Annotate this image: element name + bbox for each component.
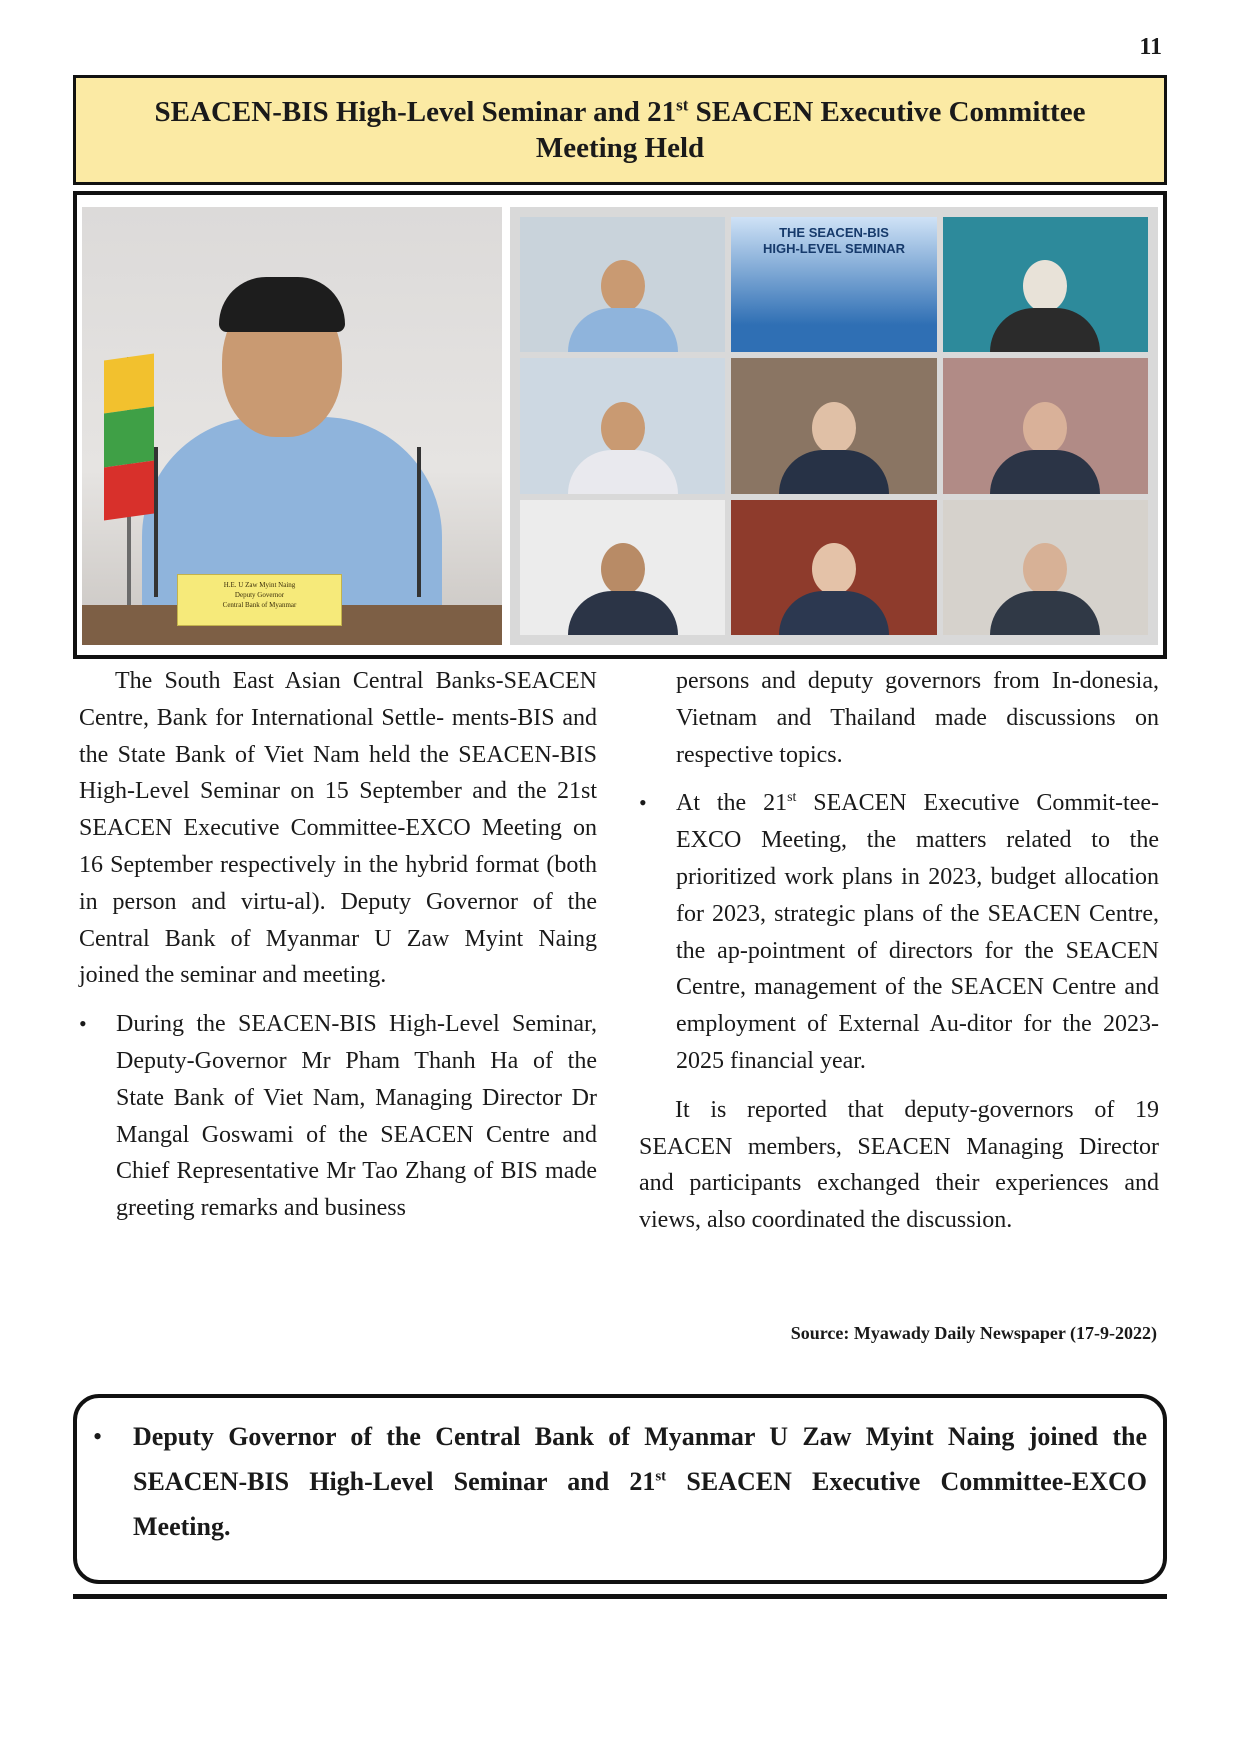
summary-superscript: st — [655, 1468, 667, 1485]
bullet-text: SEACEN Executive Commit-tee-EXCO Meeting, the matters related to the prioritized work plans in 2023, budget allocation for 2023, strategic plans of the SEACEN Centre, the ap-pointment of directors for the SEACEN Centre, management of the SEACEN Centre and employment of External Au-ditor for the 2023-2025 financial year. — [676, 790, 1159, 1074]
closing-paragraph: It is reported that deputy-governors of 19 SEACEN members, SEACEN Managing Director and participants exchanged their experiences and views, also coordinated the discussion. — [639, 1096, 1159, 1234]
bullet-item — [639, 785, 1159, 1079]
article-photo — [73, 191, 1167, 659]
bullet-item — [79, 1006, 597, 1227]
nameplate — [177, 574, 342, 626]
summary-text-part: Deputy Governor of the Central Bank of Myanmar U Zaw Myint Naing joined the SEACEN-BIS High-Level Seminar and 21 — [133, 1422, 1147, 1496]
video-conference-grid — [510, 207, 1158, 645]
video-tile — [520, 358, 725, 493]
microphone-icon — [154, 447, 158, 597]
banner-line-2: HIGH-LEVEL SEMINAR — [762, 241, 906, 256]
nameplate-name: H.E. U Zaw Myint Naing — [223, 581, 296, 589]
bullet-icon: • — [79, 1011, 87, 1037]
person-hair — [219, 277, 345, 332]
right-column — [639, 663, 1159, 1239]
bullet-icon: • — [639, 790, 647, 816]
summary-box — [73, 1394, 1167, 1584]
video-tile — [731, 500, 936, 635]
video-tile — [731, 358, 936, 493]
video-tile — [520, 500, 725, 635]
title-text: SEACEN-BIS High-Level Seminar and 21 — [154, 96, 677, 128]
title-line-2: Meeting Held — [535, 132, 705, 164]
bottom-divider — [73, 1594, 1167, 1599]
nameplate-position: Deputy Governor — [234, 591, 285, 599]
title-superscript: st — [676, 95, 689, 115]
intro-paragraph: The South East Asian Central Banks-SEACEN Centre, Bank for International Settle- ments-BIS and the State Bank of Viet Nam held the SEACEN-BIS High-Level Seminar on 15 September and the 21st SEACEN Executive Committee-EXCO Meeting on 16 September respectively in the hybrid format (both in person and virtu-al). Deputy Governor of the Central Bank of Myanmar U Zaw Myint Naing joined the seminar and meeting. — [79, 668, 597, 989]
left-column — [79, 663, 597, 1227]
title-line-1 — [155, 94, 1086, 130]
page-number: 11 — [1139, 34, 1162, 60]
nameplate-organization: Central Bank of Myanmar — [222, 601, 297, 609]
bullet-continuation: persons and deputy governors from In-donesia, Vietnam and Thailand made discussions on respective topics. — [676, 668, 1159, 768]
bullet-superscript: st — [787, 790, 797, 806]
video-tile — [520, 217, 725, 352]
myanmar-flag-icon — [104, 353, 154, 520]
article-title — [73, 75, 1167, 185]
video-tile — [943, 217, 1148, 352]
seminar-banner — [731, 217, 936, 352]
microphone-icon — [417, 447, 421, 597]
bullet-text: During the SEACEN-BIS High-Level Seminar, Deputy-Governor Mr Pham Thanh Ha of the State Bank of Viet Nam, Managing Director Dr Mangal Goswami of the SEACEN Centre and Chief Representative Mr Tao Zhang of BIS made greeting remarks and business — [116, 1011, 597, 1222]
official-photo — [82, 207, 502, 645]
source-citation: Source: Myawady Daily Newspaper (17-9-2022) — [790, 1323, 1157, 1343]
summary-text — [93, 1414, 1147, 1549]
bullet-icon: • — [93, 1422, 103, 1451]
bullet-text: At the 21 — [676, 790, 788, 817]
banner-line-1: THE SEACEN-BIS — [779, 225, 889, 240]
video-tile — [943, 358, 1148, 493]
summary-text-part: SEACEN Executive Committee-EXCO Meeting. — [133, 1467, 1148, 1541]
video-tile — [943, 500, 1148, 635]
title-text: SEACEN Executive Committee — [688, 96, 1086, 128]
